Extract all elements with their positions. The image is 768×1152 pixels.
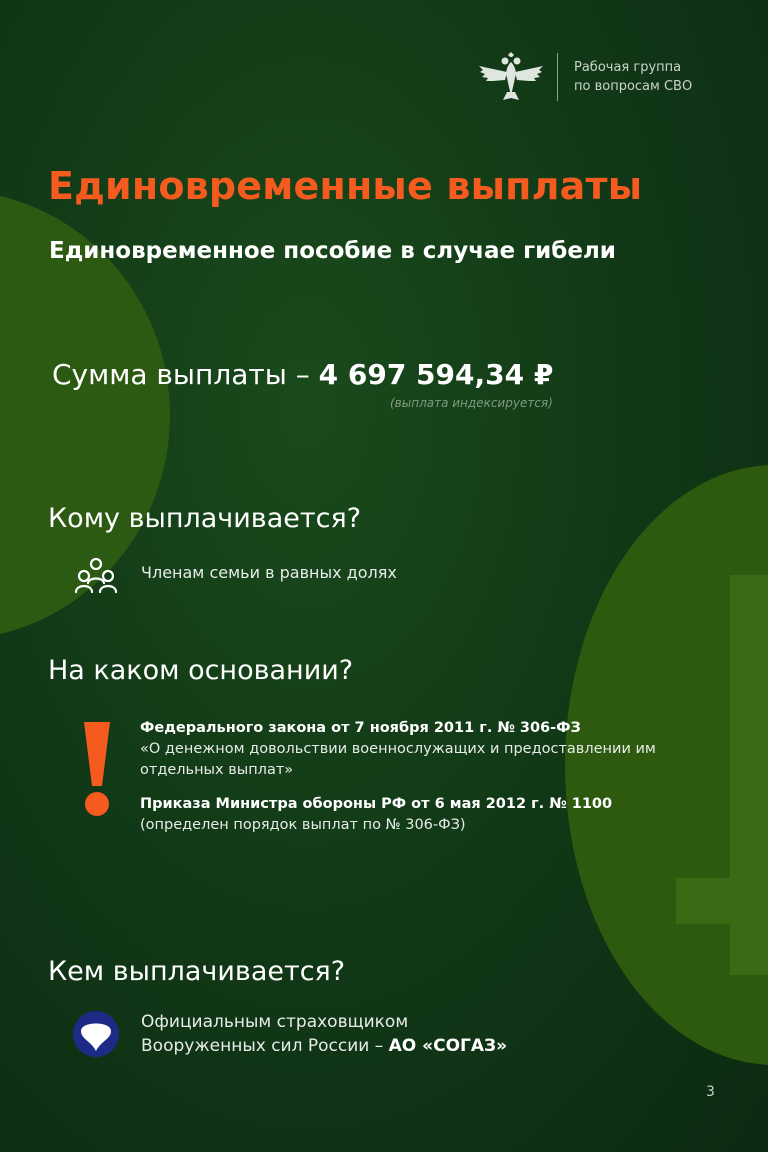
payment-note: (выплата индексируется) bbox=[390, 396, 553, 410]
payer-company: АО «СОГАЗ» bbox=[388, 1036, 508, 1056]
org-line-2: по вопросам СВО bbox=[574, 79, 693, 94]
payment-label: Сумма выплаты – bbox=[52, 358, 319, 391]
org-line-1: Рабочая группа bbox=[574, 60, 682, 75]
family-icon bbox=[74, 556, 118, 596]
basis-item bbox=[140, 794, 680, 836]
basis-heading: На каком основании? bbox=[48, 655, 354, 686]
ruble-sign-decoration-bar bbox=[676, 878, 768, 924]
who-text: Членам семьи в равных долях bbox=[141, 563, 397, 582]
page-subtitle: Единовременное пособие в случае гибели bbox=[49, 238, 616, 264]
organization-name bbox=[574, 58, 692, 96]
sogaz-logo-icon bbox=[73, 1011, 119, 1057]
payment-sum bbox=[52, 358, 553, 391]
basis-item-title: Федерального закона от 7 ноября 2011 г. № 306-ФЗ bbox=[140, 720, 581, 736]
payer-line-2-text: Вооруженных сил России – bbox=[141, 1036, 389, 1056]
payer-line-2 bbox=[141, 1034, 507, 1058]
basis-item-desc: (определен порядок выплат по № 306-ФЗ) bbox=[140, 817, 466, 833]
payer-line-1: Официальным страховщиком bbox=[141, 1012, 409, 1032]
header bbox=[477, 52, 692, 102]
eagle-emblem-icon bbox=[477, 52, 545, 102]
page-number: 3 bbox=[706, 1084, 715, 1100]
payer-text bbox=[141, 1010, 507, 1058]
basis-item bbox=[140, 718, 680, 781]
who-heading: Кому выплачивается? bbox=[48, 503, 362, 534]
basis-item-title: Приказа Министра обороны РФ от 6 мая 2012 г. № 1100 bbox=[140, 796, 613, 812]
payer-heading: Кем выплачивается? bbox=[48, 956, 346, 987]
page-title: Единовременные выплаты bbox=[48, 164, 643, 208]
payment-amount: 4 697 594,34 ₽ bbox=[318, 358, 554, 391]
exclamation-icon bbox=[82, 722, 112, 817]
basis-item-desc: «О денежном довольствии военнослужащих и предоставлении им отдельных выплат» bbox=[140, 741, 656, 778]
header-divider bbox=[557, 53, 558, 101]
